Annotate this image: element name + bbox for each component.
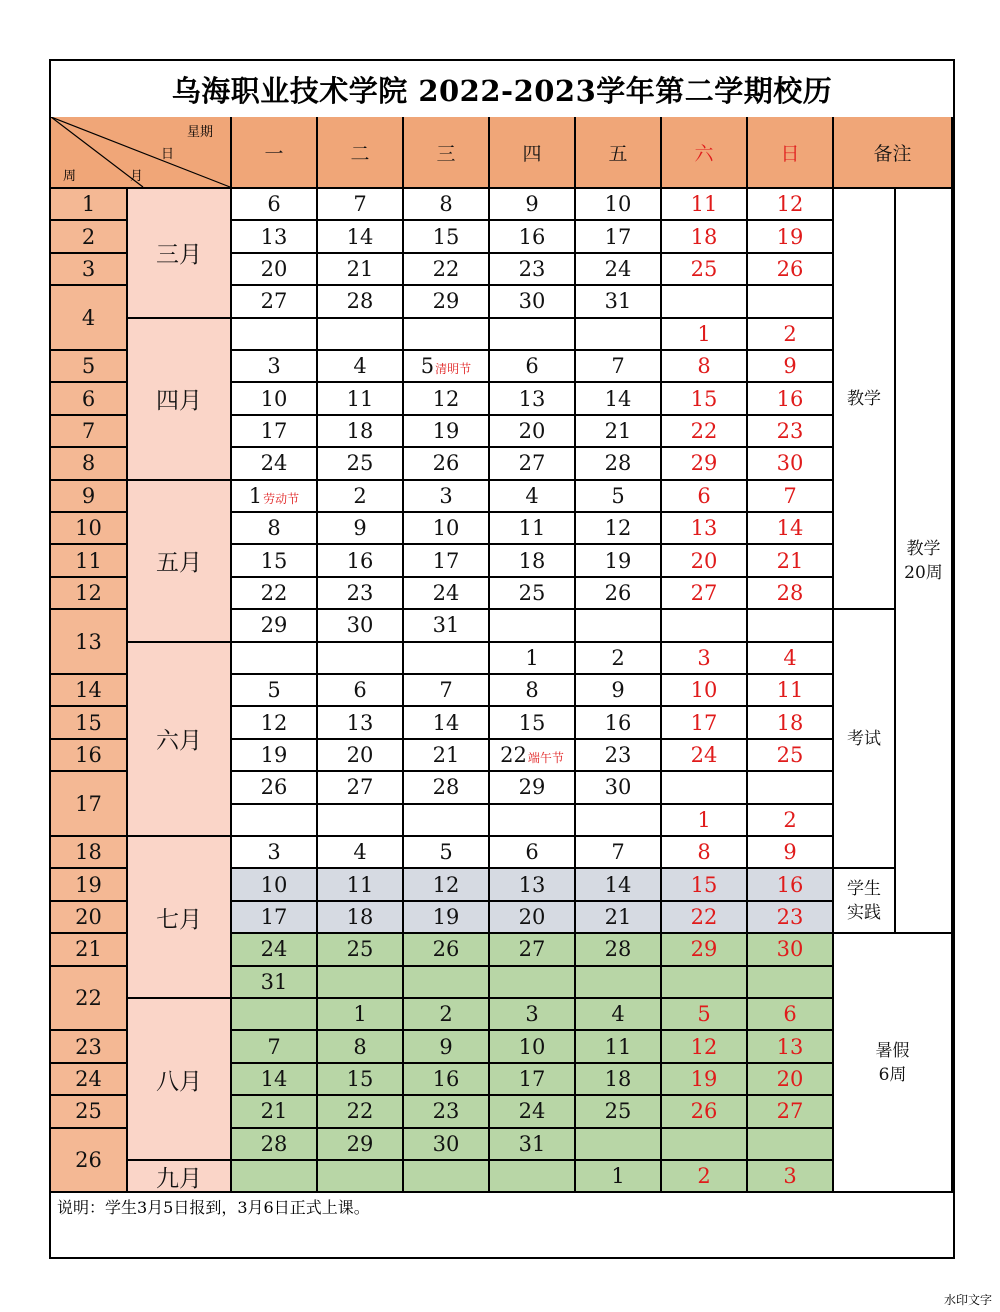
day-cell: 11 [662, 189, 748, 221]
day-cell: 13 [662, 513, 748, 545]
weekday-header: 一 [232, 117, 318, 189]
day-cell: 20 [490, 902, 576, 934]
day-cell: 2 [318, 481, 404, 513]
day-cell: 6 [748, 999, 834, 1031]
day-cell: 27 [232, 286, 318, 318]
day-cell [318, 319, 404, 351]
day-cell: 30 [748, 934, 834, 966]
day-cell: 2 [748, 805, 834, 837]
day-cell: 23 [490, 254, 576, 286]
day-cell: 7 [748, 481, 834, 513]
day-cell: 14 [318, 221, 404, 253]
day-cell: 13 [318, 707, 404, 739]
day-cell [662, 967, 748, 999]
day-cell [318, 967, 404, 999]
day-cell: 18 [662, 221, 748, 253]
day-cell: 20 [662, 545, 748, 577]
day-cell: 14 [748, 513, 834, 545]
weekday-header: 四 [490, 117, 576, 189]
day-cell: 11 [490, 513, 576, 545]
day-cell: 14 [232, 1064, 318, 1096]
diag-label-day: 日 [161, 147, 175, 162]
week-number: 20 [51, 902, 128, 934]
day-cell: 2 [404, 999, 490, 1031]
day-cell: 27 [662, 578, 748, 610]
watermark-text: 水印文字 [943, 1293, 992, 1307]
day-cell: 6 [490, 837, 576, 869]
holiday-label: 清明节 [435, 362, 472, 377]
day-cell: 24 [232, 448, 318, 480]
header-diagonal-cell [51, 117, 232, 189]
day-cell [318, 1161, 404, 1193]
day-cell: 28 [576, 934, 662, 966]
day-cell [748, 610, 834, 642]
day-cell: 8 [662, 837, 748, 869]
day-cell: 8 [490, 675, 576, 707]
day-cell: 15 [404, 221, 490, 253]
day-cell: 24 [662, 740, 748, 772]
day-cell: 14 [576, 383, 662, 415]
day-cell: 19 [662, 1064, 748, 1096]
day-cell: 20 [318, 740, 404, 772]
day-cell: 24 [576, 254, 662, 286]
day-cell: 18 [318, 416, 404, 448]
day-cell: 28 [576, 448, 662, 480]
day-cell [748, 286, 834, 318]
day-cell: 24 [404, 578, 490, 610]
day-cell: 26 [404, 448, 490, 480]
day-cell: 1 劳动节 [232, 481, 318, 513]
day-cell [404, 319, 490, 351]
week-number: 22 [51, 967, 128, 1032]
day-cell: 7 [232, 1031, 318, 1063]
day-cell: 15 [662, 383, 748, 415]
day-cell: 10 [576, 189, 662, 221]
day-cell: 16 [748, 869, 834, 901]
day-cell: 5 清明节 [404, 351, 490, 383]
day-cell: 3 [748, 1161, 834, 1193]
day-cell: 5 [576, 481, 662, 513]
day-cell: 4 [318, 351, 404, 383]
week-number: 18 [51, 837, 128, 869]
week-number: 3 [51, 254, 128, 286]
day-cell: 15 [662, 869, 748, 901]
week-number: 8 [51, 448, 128, 480]
day-cell [748, 1129, 834, 1161]
day-cell [404, 805, 490, 837]
day-cell: 12 [662, 1031, 748, 1063]
day-cell: 13 [748, 1031, 834, 1063]
day-cell: 27 [490, 934, 576, 966]
week-number: 5 [51, 351, 128, 383]
day-cell: 31 [232, 967, 318, 999]
day-cell: 27 [490, 448, 576, 480]
day-cell: 30 [576, 772, 662, 804]
day-cell: 24 [232, 934, 318, 966]
day-cell: 10 [662, 675, 748, 707]
day-cell: 4 [576, 999, 662, 1031]
day-cell [748, 967, 834, 999]
day-cell [490, 610, 576, 642]
day-cell [232, 1161, 318, 1193]
day-cell: 5 [404, 837, 490, 869]
day-cell: 22 [404, 254, 490, 286]
day-cell: 19 [232, 740, 318, 772]
day-cell: 31 [404, 610, 490, 642]
day-cell: 29 [490, 772, 576, 804]
day-cell: 31 [576, 286, 662, 318]
day-cell: 19 [576, 545, 662, 577]
weekday-header: 三 [404, 117, 490, 189]
week-number: 1 [51, 189, 128, 221]
weekday-header: 六 [662, 117, 748, 189]
calendar-title: 乌海职业技术学院 2022-2023学年第二学期校历 [51, 61, 953, 119]
day-cell [662, 610, 748, 642]
day-cell: 21 [576, 902, 662, 934]
weekday-header: 二 [318, 117, 404, 189]
day-cell: 27 [748, 1096, 834, 1128]
day-cell: 25 [318, 934, 404, 966]
day-cell: 30 [404, 1129, 490, 1161]
day-cell: 18 [318, 902, 404, 934]
day-cell: 3 [490, 999, 576, 1031]
day-cell: 19 [404, 902, 490, 934]
note-teaching: 教学 [834, 189, 896, 610]
day-cell [404, 643, 490, 675]
day-cell: 17 [576, 221, 662, 253]
day-cell: 22 [662, 902, 748, 934]
day-cell: 28 [404, 772, 490, 804]
day-cell: 8 [404, 189, 490, 221]
day-cell: 25 [490, 578, 576, 610]
day-cell: 12 [576, 513, 662, 545]
day-cell: 21 [318, 254, 404, 286]
day-cell [404, 1161, 490, 1193]
day-cell: 2 [576, 643, 662, 675]
day-cell: 1 [662, 805, 748, 837]
day-cell: 17 [232, 902, 318, 934]
month-label: 九月 [128, 1161, 232, 1193]
note-vacation: 暑假 6周 [834, 934, 953, 1193]
weekday-header: 五 [576, 117, 662, 189]
month-label: 四月 [128, 319, 232, 481]
day-cell: 23 [318, 578, 404, 610]
day-cell: 26 [748, 254, 834, 286]
day-cell: 6 [232, 189, 318, 221]
holiday-label: 端午节 [527, 750, 564, 765]
day-cell: 17 [232, 416, 318, 448]
day-cell: 20 [490, 416, 576, 448]
day-cell: 16 [748, 383, 834, 415]
day-cell: 6 [318, 675, 404, 707]
day-cell: 9 [748, 351, 834, 383]
day-cell: 10 [232, 383, 318, 415]
day-cell: 30 [490, 286, 576, 318]
day-cell: 22 端午节 [490, 740, 576, 772]
day-cell: 5 [662, 999, 748, 1031]
week-number: 11 [51, 545, 128, 577]
day-cell: 21 [748, 545, 834, 577]
day-cell: 2 [662, 1161, 748, 1193]
day-cell: 3 [232, 351, 318, 383]
day-cell: 10 [404, 513, 490, 545]
day-cell: 29 [662, 448, 748, 480]
day-cell [232, 643, 318, 675]
day-cell: 17 [662, 707, 748, 739]
remark-header: 备注 [834, 117, 953, 189]
day-cell: 17 [490, 1064, 576, 1096]
day-cell: 6 [662, 481, 748, 513]
day-cell: 11 [748, 675, 834, 707]
day-cell: 28 [232, 1129, 318, 1161]
day-cell [662, 1129, 748, 1161]
day-cell: 4 [318, 837, 404, 869]
diag-label-weekday: 星期 [187, 125, 214, 140]
week-number: 7 [51, 416, 128, 448]
day-cell: 9 [490, 189, 576, 221]
day-cell: 8 [232, 513, 318, 545]
day-cell: 22 [318, 1096, 404, 1128]
day-cell: 18 [576, 1064, 662, 1096]
day-cell [404, 967, 490, 999]
day-cell: 31 [490, 1129, 576, 1161]
day-cell: 7 [318, 189, 404, 221]
day-cell: 13 [490, 383, 576, 415]
day-cell: 1 [576, 1161, 662, 1193]
weekday-header: 日 [748, 117, 834, 189]
day-cell: 29 [318, 1129, 404, 1161]
day-cell: 29 [232, 610, 318, 642]
day-cell: 12 [404, 383, 490, 415]
week-number: 15 [51, 707, 128, 739]
day-cell: 8 [662, 351, 748, 383]
day-cell: 7 [576, 837, 662, 869]
day-cell: 1 [318, 999, 404, 1031]
day-cell: 21 [576, 416, 662, 448]
day-cell: 1 [490, 643, 576, 675]
day-cell: 3 [404, 481, 490, 513]
day-cell: 4 [748, 643, 834, 675]
day-cell: 17 [404, 545, 490, 577]
day-cell: 15 [232, 545, 318, 577]
day-cell [576, 319, 662, 351]
day-cell [318, 805, 404, 837]
day-cell: 12 [748, 189, 834, 221]
month-label: 五月 [128, 481, 232, 643]
day-cell: 13 [490, 869, 576, 901]
day-cell: 21 [232, 1096, 318, 1128]
week-number: 2 [51, 221, 128, 253]
week-number: 12 [51, 578, 128, 610]
day-cell: 30 [748, 448, 834, 480]
day-cell [576, 967, 662, 999]
day-cell: 25 [662, 254, 748, 286]
day-cell: 23 [576, 740, 662, 772]
day-cell: 27 [318, 772, 404, 804]
day-cell: 22 [232, 578, 318, 610]
day-cell: 25 [748, 740, 834, 772]
day-cell [576, 610, 662, 642]
day-cell: 30 [318, 610, 404, 642]
day-cell: 3 [232, 837, 318, 869]
month-label: 六月 [128, 643, 232, 837]
day-cell: 19 [404, 416, 490, 448]
day-cell: 24 [490, 1096, 576, 1128]
day-cell: 16 [490, 221, 576, 253]
day-cell [576, 805, 662, 837]
day-cell: 16 [404, 1064, 490, 1096]
day-cell: 9 [576, 675, 662, 707]
day-cell: 15 [490, 707, 576, 739]
note-exam: 考试 [834, 610, 896, 869]
day-cell: 11 [576, 1031, 662, 1063]
day-cell: 26 [576, 578, 662, 610]
week-number: 25 [51, 1096, 128, 1128]
week-number: 24 [51, 1064, 128, 1096]
day-cell [490, 1161, 576, 1193]
day-cell [232, 805, 318, 837]
week-number: 13 [51, 610, 128, 675]
day-cell: 13 [232, 221, 318, 253]
day-cell: 10 [490, 1031, 576, 1063]
day-cell [318, 643, 404, 675]
day-cell: 1 [662, 319, 748, 351]
day-cell: 23 [748, 416, 834, 448]
week-number: 10 [51, 513, 128, 545]
day-cell [748, 772, 834, 804]
day-cell: 15 [318, 1064, 404, 1096]
day-cell: 7 [404, 675, 490, 707]
day-cell [490, 319, 576, 351]
day-cell: 20 [748, 1064, 834, 1096]
month-label: 七月 [128, 837, 232, 999]
month-label: 八月 [128, 999, 232, 1161]
day-cell: 28 [748, 578, 834, 610]
day-cell [662, 286, 748, 318]
day-cell: 21 [404, 740, 490, 772]
month-label: 三月 [128, 189, 232, 319]
day-cell: 9 [404, 1031, 490, 1063]
day-cell: 16 [576, 707, 662, 739]
school-calendar [49, 59, 955, 1259]
day-cell: 26 [662, 1096, 748, 1128]
day-cell [576, 1129, 662, 1161]
day-cell [490, 805, 576, 837]
day-cell: 18 [748, 707, 834, 739]
week-number: 9 [51, 481, 128, 513]
day-cell: 14 [404, 707, 490, 739]
day-cell: 12 [404, 869, 490, 901]
day-cell: 19 [748, 221, 834, 253]
day-cell: 23 [748, 902, 834, 934]
day-cell: 16 [318, 545, 404, 577]
day-cell: 3 [662, 643, 748, 675]
day-cell: 22 [662, 416, 748, 448]
week-number: 23 [51, 1031, 128, 1063]
day-cell: 23 [404, 1096, 490, 1128]
note-practice: 学生 实践 [834, 869, 896, 934]
week-number: 4 [51, 286, 128, 351]
holiday-label: 劳动节 [263, 491, 300, 506]
day-cell: 25 [576, 1096, 662, 1128]
day-cell: 29 [662, 934, 748, 966]
day-cell: 28 [318, 286, 404, 318]
day-cell: 2 [748, 319, 834, 351]
week-number: 14 [51, 675, 128, 707]
day-cell: 25 [318, 448, 404, 480]
day-cell: 11 [318, 383, 404, 415]
day-cell: 7 [576, 351, 662, 383]
diag-label-month: 月 [130, 169, 144, 184]
diag-label-week: 周 [63, 169, 77, 184]
week-number: 19 [51, 869, 128, 901]
day-cell [662, 772, 748, 804]
day-cell [232, 999, 318, 1031]
footer-note: 说明：学生3月5日报到，3月6日正式上课。 [57, 1198, 370, 1217]
day-cell: 9 [318, 513, 404, 545]
day-cell: 20 [232, 254, 318, 286]
day-cell: 26 [404, 934, 490, 966]
day-cell: 18 [490, 545, 576, 577]
day-cell [490, 967, 576, 999]
week-number: 16 [51, 740, 128, 772]
week-number: 17 [51, 772, 128, 837]
day-cell: 6 [490, 351, 576, 383]
week-number: 26 [51, 1129, 128, 1194]
day-cell: 11 [318, 869, 404, 901]
day-cell: 8 [318, 1031, 404, 1063]
day-cell: 29 [404, 286, 490, 318]
day-cell: 12 [232, 707, 318, 739]
week-number: 6 [51, 383, 128, 415]
week-number: 21 [51, 934, 128, 966]
day-cell: 26 [232, 772, 318, 804]
day-cell: 9 [748, 837, 834, 869]
day-cell: 4 [490, 481, 576, 513]
day-cell: 5 [232, 675, 318, 707]
day-cell [232, 319, 318, 351]
day-cell: 10 [232, 869, 318, 901]
day-cell: 14 [576, 869, 662, 901]
note-teaching-total: 教学 20周 [896, 189, 953, 934]
